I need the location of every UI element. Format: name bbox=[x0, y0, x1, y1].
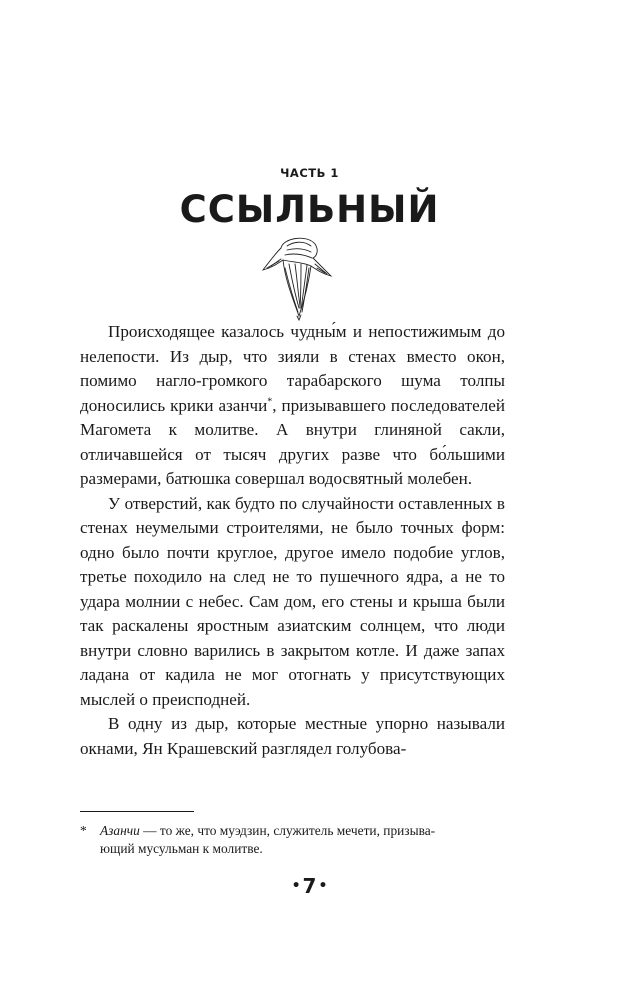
paragraph-1: Происходящее казалось чудны́м и непостижимым до нелепости. Из дыр, что зияли в стенах вместо окон, помимо нагло-громкого тарабарского шума толпы доносились крики азанчи*, призывавшего последователей Магомета к молитве. А внутри глиняной сакли, отличавшейся от тысяч других разве что бо́льшими размерами, батюшка совершал водосвятный молебен. bbox=[80, 322, 505, 488]
footnote-ref: * bbox=[267, 395, 273, 407]
footnote-marker: * bbox=[80, 823, 87, 838]
footnote-line-1: * Азанчи — то же, что муэдзин, служитель мечети, призыва- bbox=[80, 823, 436, 838]
footnote-term: Азанчи bbox=[100, 823, 140, 838]
headscarf-drawing-icon bbox=[257, 228, 337, 322]
footnote-divider bbox=[80, 811, 194, 812]
footnote-line-2: ющий мусульман к молитве. bbox=[100, 841, 263, 856]
footnote bbox=[80, 822, 505, 858]
body-text bbox=[80, 320, 505, 761]
paragraph-2: У отверстий, как будто по случайности оставленных в стенах неумелыми строителями, не было точных форм: одно было почти круглое, другое имело подобие углов, третье походило на след не то пушечного ядра, а не то удара молнии с небес. Сам дом, его стены и крыша были так раскалены яростным азиатским солнцем, что люди внутри словно варились в закрытом котле. И даже запах ладана от кадила не мог отогнать у присутствующих мыслей о преисподней. bbox=[80, 493, 505, 709]
part-label: ЧАСТЬ 1 bbox=[280, 166, 339, 180]
page-number: • 7 • bbox=[291, 874, 328, 898]
paragraph-3: В одну из дыр, которые местные упорно называли окнами, Ян Крашевский разглядел голубова- bbox=[80, 714, 505, 758]
chapter-title: ССЫЛЬНЫЙ bbox=[179, 188, 440, 231]
